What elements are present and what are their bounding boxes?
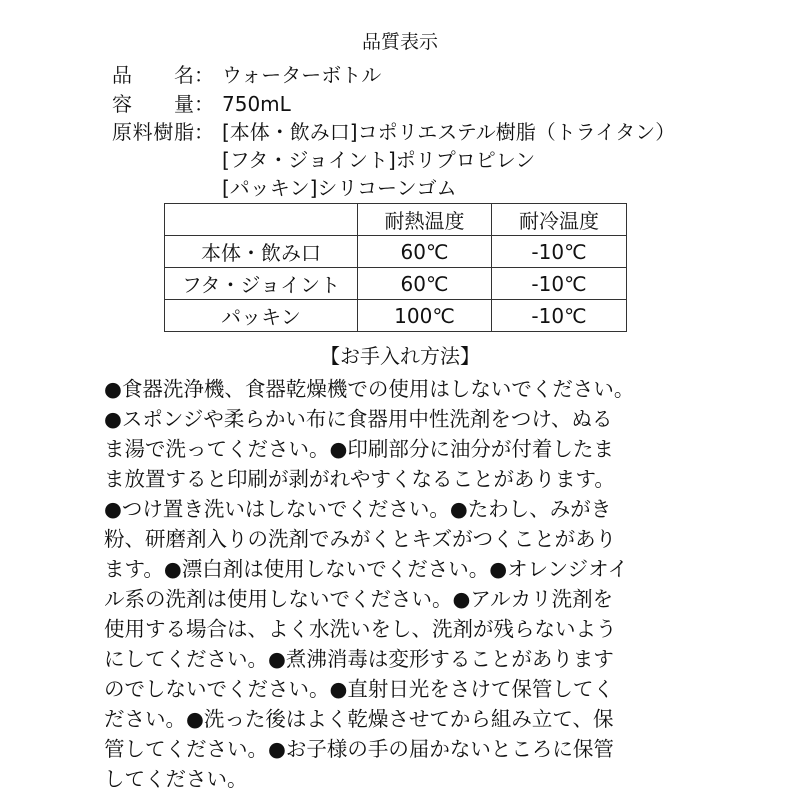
care-line: ル系の洗剤は使用しないでください。●アルカリ洗剤を — [104, 587, 614, 611]
care-line: してください。 — [104, 767, 248, 791]
care-line: ださい。●洗った後はよく乾燥させてから組み立て、保 — [104, 707, 614, 731]
page-title: 品質表示 — [361, 31, 438, 53]
spec-colon: ： — [194, 120, 214, 144]
spec-row-name — [112, 62, 381, 88]
table-header-cell: 耐熱温度 — [358, 204, 492, 236]
care-line: ま湯で洗ってください。●印刷部分に油分が付着したま — [104, 437, 614, 461]
care-line: ま放置すると印刷が剥がれやすくなることがあります。 — [104, 467, 615, 491]
care-line: 管してください。●お子様の手の届かないところに保管 — [104, 737, 614, 761]
table-cell: -10℃ — [492, 300, 627, 332]
table-row — [165, 300, 627, 332]
spec-row-material — [112, 119, 222, 145]
temperature-table — [164, 203, 627, 332]
care-line: のでしないでください。●直射日光をさけて保管してく — [104, 677, 614, 701]
table-header-row — [165, 204, 627, 236]
care-line: ●食器洗浄機、食器乾燥機での使用はしないでください。 — [104, 377, 635, 401]
care-line: 使用する場合は、よく水洗いをし、洗剤が残らないよう — [104, 617, 617, 641]
table-cell: 本体・飲み口 — [165, 236, 358, 268]
table-cell: フタ・ジョイント — [165, 268, 358, 300]
table-row — [165, 236, 627, 268]
table-cell: 60℃ — [358, 236, 492, 268]
care-instructions — [104, 374, 704, 794]
care-line: 粉、研磨剤入りの洗剤でみがくとキズがつくことがあり — [104, 527, 617, 551]
table-cell: -10℃ — [492, 268, 627, 300]
table-cell: パッキン — [165, 300, 358, 332]
spec-label-name: 品名 — [112, 63, 194, 87]
spec-label-material: 原料樹脂 — [112, 120, 194, 144]
care-line: にしてください。●煮沸消毒は変形することがあります — [104, 647, 614, 671]
material-line-lid: [フタ・ジョイント]ポリプロピレン — [222, 148, 536, 172]
table-row — [165, 268, 627, 300]
care-line: ●つけ置き洗いはしないでください。●たわし、みがき — [104, 497, 612, 521]
care-line: ます。●漂白剤は使用しないでください。●オレンジオイ — [104, 557, 629, 581]
spec-row-capacity — [112, 91, 291, 117]
table-header-cell: 耐冷温度 — [492, 204, 627, 236]
spec-value-name: ウォーターボトル — [222, 63, 382, 87]
care-heading: 【お手入れ方法】 — [320, 344, 480, 368]
spec-colon: ： — [194, 63, 214, 87]
spec-label-capacity: 容量 — [112, 92, 194, 116]
spec-colon: ： — [194, 92, 214, 116]
table-header-cell — [165, 204, 358, 236]
spec-value-capacity: 750mL — [222, 92, 291, 116]
table-cell: -10℃ — [492, 236, 627, 268]
material-line-body: [本体・飲み口]コポリエステル樹脂（トライタン） — [222, 120, 676, 144]
table-cell: 100℃ — [358, 300, 492, 332]
material-line-gasket: [パッキン]シリコーンゴム — [222, 176, 457, 200]
table-cell: 60℃ — [358, 268, 492, 300]
care-line: ●スポンジや柔らかい布に食器用中性洗剤をつけ、ぬる — [104, 407, 613, 431]
